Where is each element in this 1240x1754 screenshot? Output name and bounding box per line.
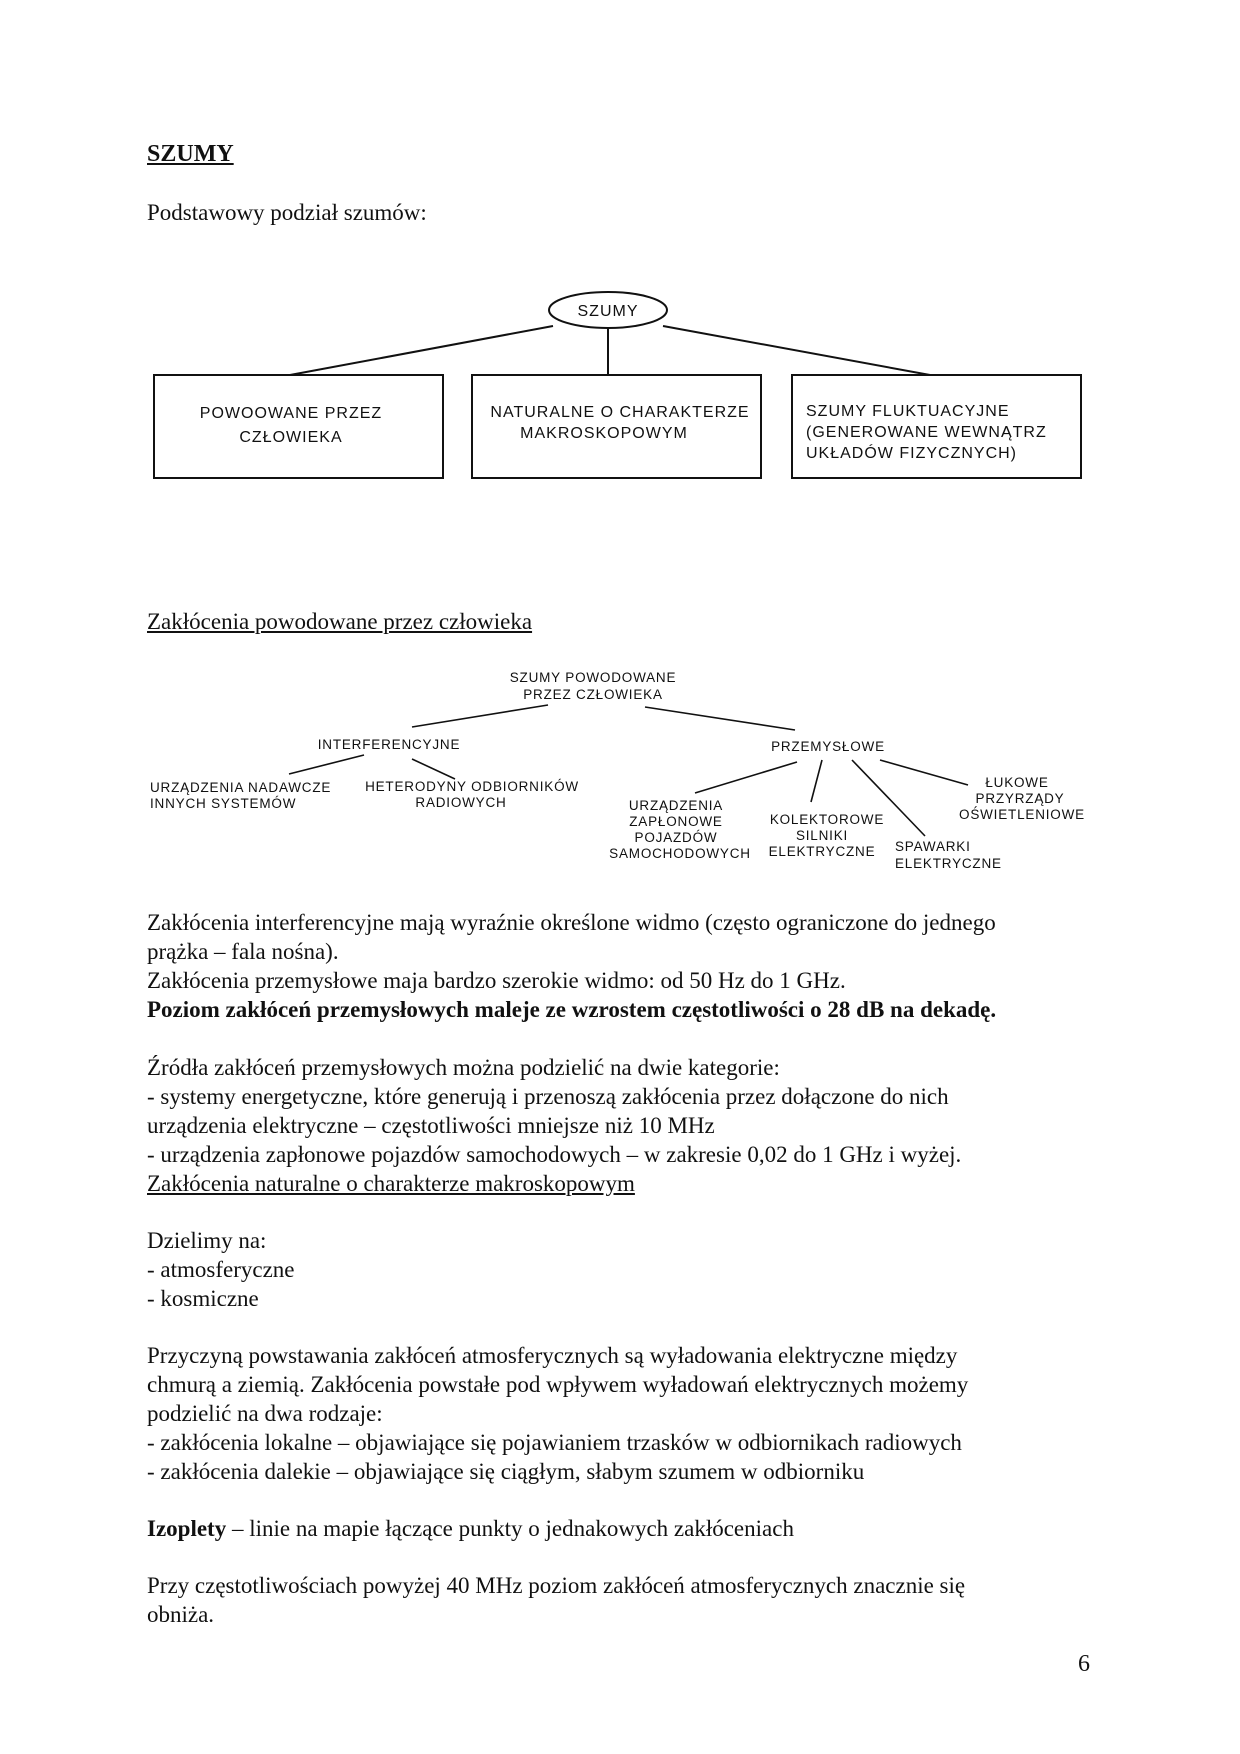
root-label: SZUMY [577,303,639,320]
p4-line2: - atmosferyczne [147,1257,295,1282]
box-man-made-line1: POWOOWANE PRZEZ [199,405,383,422]
node-nadawcze-line1: URZĄDZENIA NADAWCZE [150,780,332,795]
p6-rest: – linie na mapie łączące punkty o jednakowych zakłóceniach [226,1516,794,1541]
page-heading: SZUMY [147,141,234,167]
node-interferencyjne: INTERFERENCYJNE [317,737,461,752]
node-zaplonowe-line1: URZĄDZENIA [628,798,724,813]
p3-line3: urządzenia elektryczne – częstotliwości mniejsze niż 10 MHz [147,1113,715,1138]
node-spawarki-line1: SPAWARKI [895,839,971,854]
node-heterodyny-line2: RADIOWYCH [415,795,507,810]
p6-definition [147,1514,794,1543]
p5-line5: - zakłócenia dalekie – objawiające się ciągłym, słabym szumem w odbiorniku [147,1459,865,1484]
root2-line1: SZUMY POWODOWANE [509,670,677,685]
p5-line1: Przyczyną powstawania zakłóceń atmosferycznych są wyładowania elektryczne między [147,1343,958,1368]
node-spawarki-line2: ELEKTRYCZNE [895,856,1002,871]
node-zaplonowe-line2: ZAPŁONOWE [629,814,723,829]
box-natural-line1: NATURALNE O CHARAKTERZE [490,404,750,421]
node-lukowe-line2: PRZYRZĄDY [975,791,1065,806]
node-lukowe-line1: ŁUKOWE [985,775,1049,790]
p5-line4: - zakłócenia lokalne – objawiające się pojawianiem trzasków w odbiornikach radiowych [147,1430,962,1455]
node-kolektorowe-line1: KOLEKTOROWE [769,812,885,827]
page-number: 6 [1078,1651,1090,1677]
box-fluct-line3: UKŁADÓW FIZYCZNYCH) [806,445,1017,462]
intro-text: Podstawowy podział szumów: [147,200,427,225]
node-przemyslowe: PRZEMYSŁOWE [771,739,885,754]
p5-line3: podzielić na dwa rodzaje: [147,1401,383,1426]
section-man-made-title: Zakłócenia powodowane przez człowieka [147,609,533,634]
root2-line2: PRZEZ CZŁOWIEKA [523,687,663,702]
box-fluct-line1: SZUMY FLUKTUACYJNE [806,403,1010,420]
p3-line1: Źródła zakłóceń przemysłowych można podzielić na dwie kategorie: [147,1055,780,1080]
p5-line2: chmurą a ziemią. Zakłócenia powstałe pod wpływem wyładowań elektrycznych możemy [147,1372,969,1397]
p3-line4: - urządzenia zapłonowe pojazdów samochodowych – w zakresie 0,02 do 1 GHz i wyżej. [147,1142,962,1167]
node-zaplonowe-line3: POJAZDÓW [634,830,718,845]
node-kolektorowe-line2: SILNIKI [795,828,849,843]
p2-line1: Zakłócenia przemysłowe maja bardzo szerokie widmo: od 50 Hz do 1 GHz. [147,968,846,993]
box-man-made-line2: CZŁOWIEKA [239,429,343,446]
box-fluct-line2: (GENEROWANE WEWNĄTRZ [806,424,1047,441]
section-natural-title: Zakłócenia naturalne o charakterze makroskopowym [147,1171,635,1196]
p7-line1: Przy częstotliwościach powyżej 40 MHz poziom zakłóceń atmosferycznych znacznie się [147,1573,966,1598]
box-natural-line2: MAKROSKOPOWYM [520,425,688,442]
node-kolektorowe-line3: ELEKTRYCZNE [768,844,876,859]
p6-term: Izoplety [147,1516,227,1541]
p2-bold-line: Poziom zakłóceń przemysłowych maleje ze wzrostem częstotliwości o 28 dB na dekadę. [147,997,997,1022]
p7-line2: obniża. [147,1602,215,1627]
node-nadawcze-line2: INNYCH SYSTEMÓW [150,796,297,811]
node-heterodyny-line1: HETERODYNY ODBIORNIKÓW [365,779,579,794]
node-zaplonowe-line4: SAMOCHODOWYCH [609,846,751,861]
node-lukowe-line3: OŚWIETLENIOWE [959,807,1085,822]
p3-line2: - systemy energetyczne, które generują i przenoszą zakłócenia przez dołączone do nich [147,1084,949,1109]
p4-line3: - kosmiczne [147,1286,259,1311]
p1-line1: Zakłócenia interferencyjne mają wyraźnie określone widmo (często ograniczone do jednego [147,910,996,935]
p4-line1: Dzielimy na: [147,1228,267,1253]
p1-line2: prążka – fala nośna). [147,939,339,964]
